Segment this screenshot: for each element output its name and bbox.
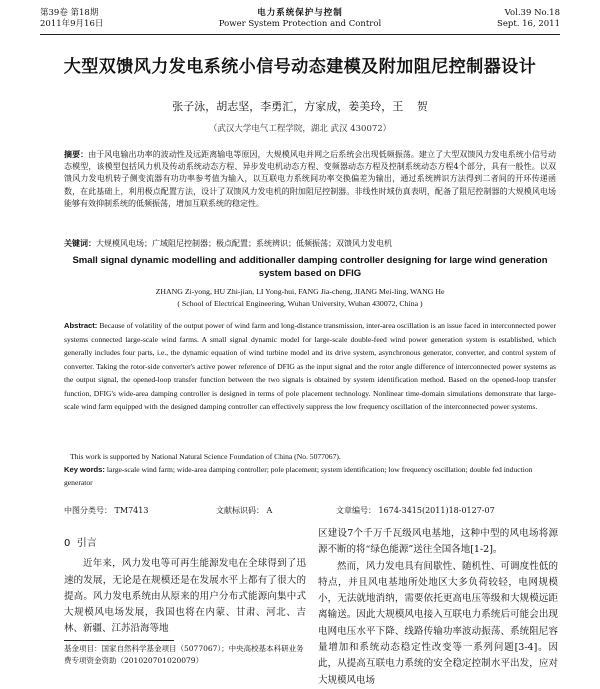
body-paragraph-right-1: 区建设7个千万千瓦级风电基地，这种中型的风电场将源源不断的将“绿色能源”送往全国各地[1-2]。	[318, 528, 558, 556]
journal-header	[40, 6, 560, 35]
doc-value: A	[266, 506, 273, 515]
journal-name-en: Power System Protection and Control	[218, 19, 382, 29]
affiliation-en: ( School of Electrical Engineering, Wuhan University, Wuhan 430072, China )	[177, 299, 423, 308]
keywords-en-label: Key words:	[64, 465, 105, 474]
body-column-right	[318, 526, 558, 689]
keywords-cn-text: 大规模风电场；广域阻尼控制器；极点配置；系统辨识；低频振荡；双馈风力发电机	[96, 239, 392, 248]
keywords-cn-label: 关键词：	[64, 239, 96, 248]
header-issue-en	[497, 8, 560, 30]
section-heading	[64, 536, 306, 552]
authors-cn: 张子泳，胡志坚，李勇汇，方家成，姜美玲，王 贺	[172, 100, 428, 113]
paper-title-en: Small signal dynamic modelling and additionaller damping controller designing for large wind generation system based on DFIG	[72, 255, 548, 279]
section-title: 引言	[76, 538, 97, 549]
abstract-en-label: Abstract:	[64, 321, 98, 330]
journal-name-cn: 电力系统保护与控制	[257, 8, 343, 18]
body-paragraph-right-2: 然而，风力发电具有间歇性、随机性、可调度性低的特点，并且风电基地所处地区大多负荷较轻，电网规模小，无法就地消纳，需要依托更高电压等级和大规模远距离输送。因此大规模风电接入互联电力系统后可能会出现电网电压水平下降、线路传输功率波动振荡、系统阻尼容量增加和系统动态稳定性改变等一系列问题[3-4]。因此，从提高互联电力系统的安全稳定控制水平出发，应对大规模风电场	[318, 560, 558, 686]
doc-label: 文献标识码：	[216, 506, 264, 515]
article-value: 1674-3415(2011)18-0127-07	[378, 506, 495, 515]
header-journal	[40, 8, 560, 30]
keywords-en	[64, 464, 556, 489]
header-date: 2011年9月16日	[40, 19, 104, 29]
clc-value: TM7413	[114, 506, 149, 515]
header-date-en: Sept. 16, 2011	[497, 19, 560, 29]
keywords-en-text: large-scale wind farm; wide-area damping controller; pole placement; system identification; low frequency oscillation; double fed induction generator	[64, 465, 533, 487]
authors-en: ZHANG Zi-yong, HU Zhi-jian, LI Yong-hui, FANG Jia-cheng, JIANG Mei-ling, WANG He	[155, 287, 445, 296]
abstract-cn	[64, 149, 556, 210]
article-number	[336, 505, 495, 516]
header-volume: 第39卷 第18期	[40, 8, 99, 18]
clc-label: 中图分类号：	[64, 506, 112, 515]
abstract-cn-text: 由于风电输出功率的波动性及远距离输电等原因，大规模风电并网之后系统会出现低频振荡。建立了大型双馈风力发电系统小信号动态模型，该模型包括风力机及传动系统动态方程、异步发电机动态方程、变频器动态方程及控制系统动态方程4个部分，具有一般性。以双馈风力发电机转子侧变流器有功功率参考值为输入，以互联电力系统间功率交换偏差为输出，通过系统辨识方法得到二者间的开环传递函数，在此基础上，利用极点配置方法，设计了双馈风力发电机的附加阻尼控制器。非线性时域仿真表明，配备了阻尼控制器的大规模风电场能够有效抑制系统的低频振荡，增加互联系统的稳定性。	[64, 150, 556, 208]
paper-title-cn: 大型双馈风力发电系统小信号动态建模及附加阻尼控制器设计	[63, 57, 537, 77]
affiliation-cn: （武汉大学电气工程学院，湖北 武汉 430072）	[208, 124, 392, 134]
body-column-left	[64, 526, 306, 638]
footnote-rule	[64, 640, 174, 641]
abstract-cn-label: 摘要：	[64, 150, 89, 159]
abstract-en-text: Because of volatility of the output power of wind farm and long-distance transmission, inter-area oscillation is an issue faced in interconnected power systems connected large-scale wind farms. A small signal dynamic model for large-scale double-feed wind power generation system is established, which generally includes four parts, i.e., the dynamic equation of wind turbine model and its drive system, asynchronous generator, converter, and control system of converter. Taking the rotor-side converter's active power reference of DFIG as the input signal and the rotor angle difference of interconnected power systems as the output signal, the opened-loop transfer function between the two signals is obtained by system identification method. Based on the opened-loop transfer function, DFIG's wide-area damping controller is designed in terms of pole placement technology. Nonlinear time-domain simulations demonstrate that large-scale wind farm equipped with the designed damping controller can effectively suppress the low frequency oscillation of the interconnected power systems.	[64, 321, 556, 411]
section-number: 0	[64, 538, 71, 549]
body-paragraph-left: 近年来，风力发电等可再生能源发电在全球得到了迅速的发展，无论是在规模还是在发展水平上都有了很大的提高。风力发电系统由从原来的用户分布式能源向集中式大规模风电场发展，我国也将在内蒙、甘肃、河北、吉林、新疆、江苏沿海等地	[64, 558, 306, 635]
keywords-cn	[64, 238, 556, 250]
document-code	[216, 505, 272, 516]
funding-note-en: This work is supported by National Natural Science Foundation of China (No. 5077067).	[70, 452, 341, 461]
clc-number	[64, 505, 148, 516]
footnote-funding: 基金项目：国家自然科学基金项目（5077067）；中央高校基本科研业务费专项资金资助（201020701020079）	[64, 644, 304, 665]
header-volume-en: Vol.39 No.18	[504, 8, 560, 18]
abstract-en	[64, 319, 556, 414]
article-label: 文章编号：	[336, 506, 376, 515]
